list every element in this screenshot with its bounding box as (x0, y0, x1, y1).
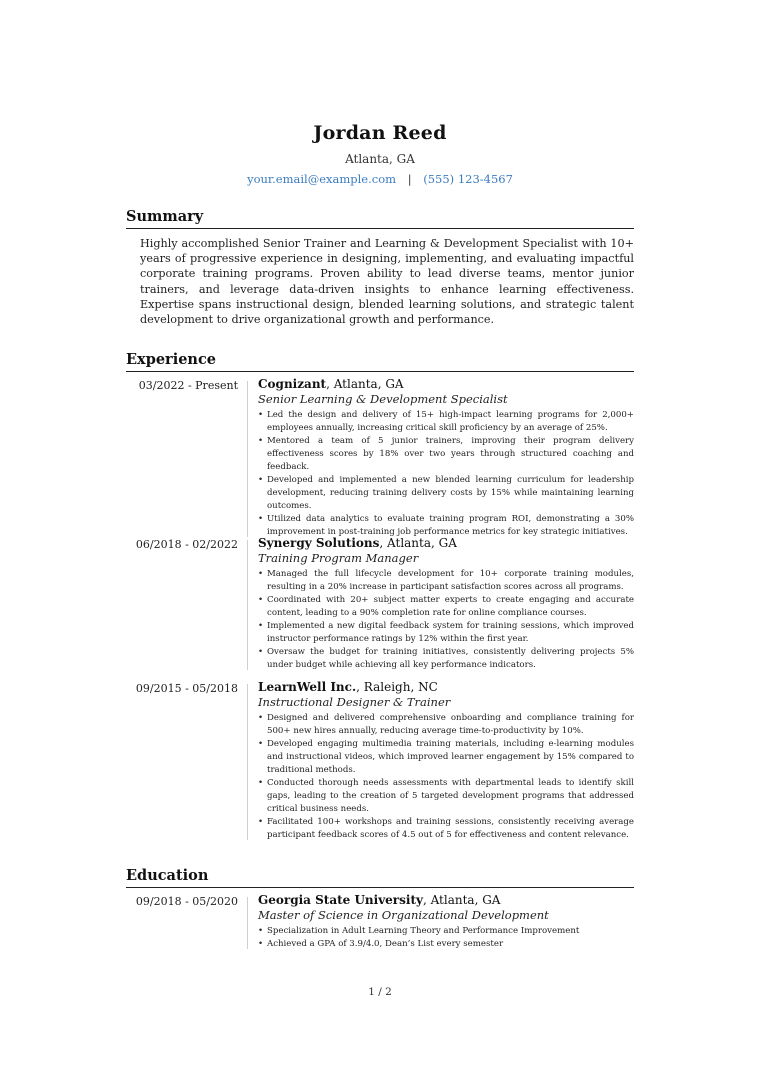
school-name: Georgia State University (258, 893, 423, 907)
summary-heading: Summary (126, 208, 634, 229)
achievement-item: • Conducted thorough needs assessments with departmental leads to identify skill gaps, leading to the creation of 5 targeted development programs that addressed critical business needs. (258, 777, 634, 816)
job-title: Senior Learning & Development Specialist (258, 392, 508, 406)
contact-separator: | (407, 172, 412, 186)
education-entry (126, 893, 634, 951)
entry-divider (247, 897, 248, 949)
company-location: , Raleigh, NC (356, 680, 438, 694)
education-detail-item: • Achieved a GPA of 3.9/4.0, Dean’s List every semester (258, 938, 634, 951)
achievement-list (258, 409, 634, 539)
candidate-name: Jordan Reed (313, 122, 447, 144)
resume-header (0, 122, 760, 186)
education-detail-item: • Specialization in Adult Learning Theory and Performance Improvement (258, 925, 634, 938)
experience-entry (126, 680, 634, 842)
candidate-location: Atlanta, GA (345, 152, 415, 166)
achievement-item: • Developed and implemented a new blended learning curriculum for leadership development, reducing training delivery costs by 15% while maintaining learning outcomes. (258, 474, 634, 513)
entry-divider (247, 540, 248, 670)
school-location: , Atlanta, GA (422, 893, 501, 907)
entry-divider (247, 684, 248, 840)
entry-organization (258, 893, 634, 908)
page-number: 1 / 2 (368, 986, 392, 998)
phone-link[interactable]: (555) 123-4567 (423, 172, 513, 186)
contact-line (0, 172, 760, 186)
email-link[interactable]: your.email@example.com (247, 172, 397, 186)
company-location: , Atlanta, GA (326, 377, 404, 391)
achievement-item: • Developed engaging multimedia training materials, including e-learning modules and instructional videos, which improved learner engagement by 15% compared to traditional methods. (258, 738, 634, 777)
achievement-item: • Managed the full lifecycle development for 10+ corporate training modules, resulting in a 20% increase in participant satisfaction scores across all programs. (258, 568, 634, 594)
achievement-list (258, 712, 634, 842)
achievement-item: • Implemented a new digital feedback system for training sessions, which improved instructor performance ratings by 12% within the first year. (258, 620, 634, 646)
entry-organization (258, 377, 634, 392)
entry-dates: 03/2022 - Present (138, 379, 238, 392)
company-name: Synergy Solutions (258, 536, 380, 550)
degree-title: Master of Science in Organizational Development (258, 908, 549, 922)
education-heading: Education (126, 867, 634, 888)
entry-divider (247, 381, 248, 537)
entry-dates: 09/2015 - 05/2018 (135, 682, 238, 695)
entry-dates: 09/2018 - 05/2020 (135, 895, 238, 908)
achievement-item: • Mentored a team of 5 junior trainers, improving their program delivery effectiveness scores by 18% over two years through structured coaching and feedback. (258, 435, 634, 474)
achievement-item: • Led the design and delivery of 15+ high-impact learning programs for 2,000+ employees annually, increasing critical skill proficiency by an average of 25%. (258, 409, 634, 435)
company-location: , Atlanta, GA (379, 536, 457, 550)
education-detail-list (258, 925, 634, 951)
experience-heading: Experience (126, 351, 634, 372)
achievement-item: • Utilized data analytics to evaluate training program ROI, demonstrating a 30% improvement in post-training job performance metrics for key strategic initiatives. (258, 513, 634, 539)
experience-entry (126, 536, 634, 672)
job-title: Instructional Designer & Trainer (258, 695, 451, 709)
summary-text: Highly accomplished Senior Trainer and Learning & Development Specialist with 10+ years of progressive experience in designing, implementing, and evaluating impactful corporate training programs. Proven ability to lead diverse teams, mentor junior trainers, and leverage data-driven insights to enhance learning effectiveness. Expertise spans instructional design, blended learning solutions, and strategic talent development to drive organizational growth and performance. (140, 237, 634, 327)
job-title: Training Program Manager (258, 551, 419, 565)
company-name: Cognizant (258, 377, 327, 391)
achievement-item: • Designed and delivered comprehensive onboarding and compliance training for 500+ new hires annually, reducing average time-to-productivity by 10%. (258, 712, 634, 738)
achievement-item: • Facilitated 100+ workshops and training sessions, consistently receiving average participant feedback scores of 4.5 out of 5 for effectiveness and content relevance. (258, 816, 634, 842)
company-name: LearnWell Inc. (258, 680, 357, 694)
experience-entry (126, 377, 634, 539)
entry-organization (258, 680, 634, 695)
achievement-item: • Oversaw the budget for training initiatives, consistently delivering projects 5% under budget while achieving all key performance indicators. (258, 646, 634, 672)
achievement-item: • Coordinated with 20+ subject matter experts to create engaging and accurate content, leading to a 90% completion rate for online compliance courses. (258, 594, 634, 620)
entry-dates: 06/2018 - 02/2022 (135, 538, 238, 551)
achievement-list (258, 568, 634, 672)
entry-organization (258, 536, 634, 551)
